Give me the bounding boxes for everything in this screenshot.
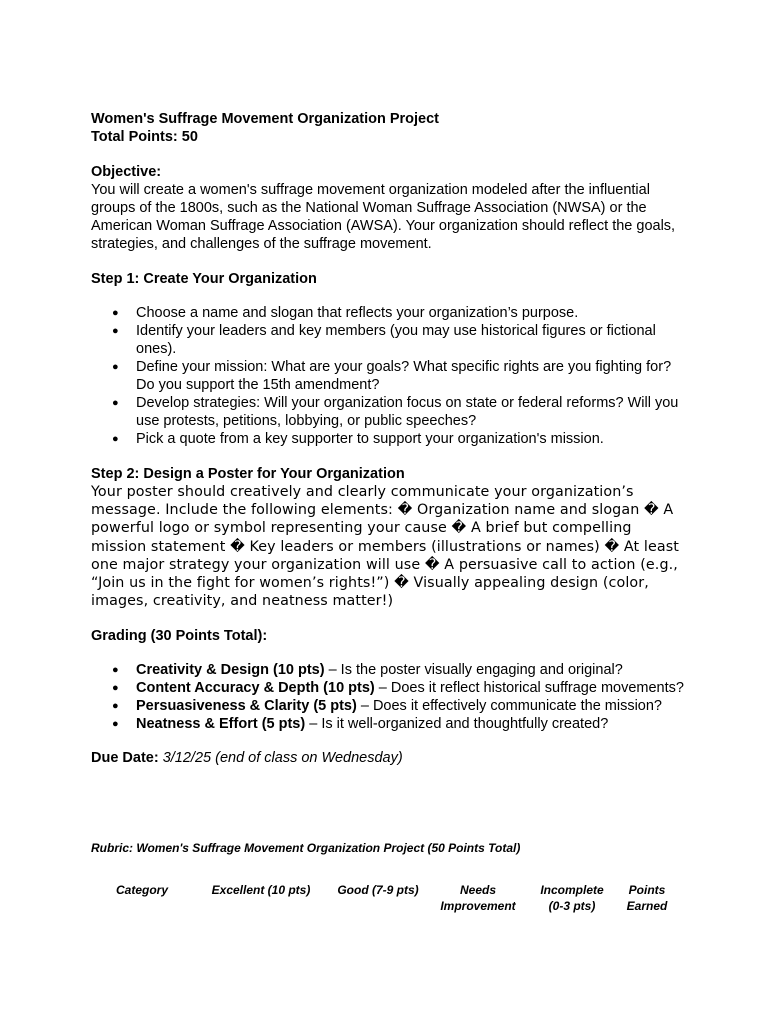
list-item: ● Define your mission: What are your goals? What specific rights are you fighting for? Do you support the 15th amendment?: [91, 358, 688, 394]
list-item: ● Choose a name and slogan that reflects your organization’s purpose.: [91, 304, 688, 322]
grading-list: [91, 661, 688, 733]
step2-text: Your poster should creatively and clearly communicate your organization’s message. Include the following elements: � Organization name and slogan � A powerful logo or symbol representing your cause � A brief but compelling mission statement � Key leaders or members (illustrations or names) � At least one major strategy your organization will use � A persuasive call to action (e.g., “Join us in the fight for women’s rights!”) � Visually appealing design (color, images, creativity, and neatness matter!): [91, 484, 679, 610]
criterion-text: – Is the poster visually engaging and original?: [324, 662, 623, 679]
step1-section: [91, 270, 688, 448]
step2-heading: Step 2: Design a Poster for Your Organization: [91, 466, 405, 482]
criterion-label: Persuasiveness & Clarity (5 pts): [136, 698, 357, 715]
rubric-col-category: Category: [115, 883, 168, 897]
total-points: Total Points: 50: [91, 129, 198, 145]
step1-heading: Step 1: Create Your Organization: [91, 271, 317, 287]
list-item: [91, 715, 688, 733]
criterion-label: Neatness & Effort (5 pts): [136, 716, 306, 733]
objective-text: You will create a women's suffrage movement organization modeled after the influential groups of the 1800s, such as the National Woman Suffrage Association (NWSA) or the American Woman Suffrage Association (AWSA). Your organization should reflect the goals, strategies, and challenges of the suffrage movement.: [91, 182, 676, 252]
criterion-label: Content Accuracy & Depth (10 pts): [136, 680, 375, 697]
list-item: ● Pick a quote from a key supporter to support your organization's mission.: [91, 430, 688, 448]
step2-section: [91, 465, 688, 610]
criterion-text: – Is it well-organized and thoughtfully created?: [305, 716, 609, 733]
list-item: [91, 661, 688, 679]
due-date: [91, 749, 688, 767]
criterion-text: – Does it effectively communicate the mission?: [356, 698, 663, 715]
rubric-col-good: Good (7-9 pts): [337, 883, 419, 897]
step1-list: [91, 304, 688, 448]
grading-heading: Grading (30 Points Total):: [91, 628, 268, 645]
objective-section: [91, 163, 688, 253]
list-item: [91, 679, 688, 697]
criterion-text: – Does it reflect historical suffrage movements?: [374, 680, 684, 697]
grading-section: [91, 627, 688, 733]
rubric-col-needs-improvement: Needs Improvement: [440, 883, 516, 913]
objective-heading: Objective:: [91, 164, 162, 180]
rubric-col-incomplete: Incomplete (0-3 pts): [540, 883, 604, 913]
list-item: ● Identify your leaders and key members (you may use historical figures or fictional ones).: [91, 322, 688, 358]
document-title: Women's Suffrage Movement Organization Project: [91, 111, 440, 127]
rubric-title: Rubric: Women's Suffrage Movement Organization Project (50 Points Total): [91, 841, 521, 855]
due-date-label: Due Date:: [91, 750, 159, 767]
rubric-col-excellent: Excellent (10 pts): [211, 883, 311, 897]
rubric-col-points-earned: Points Earned: [626, 883, 668, 913]
list-item: [91, 697, 688, 715]
criterion-label: Creativity & Design (10 pts): [136, 662, 325, 679]
due-date-value: 3/12/25 (end of class on Wednesday): [158, 750, 403, 767]
list-item: ● Develop strategies: Will your organization focus on state or federal reforms? Will you use protests, petitions, lobbying, or public speeches?: [91, 394, 688, 430]
